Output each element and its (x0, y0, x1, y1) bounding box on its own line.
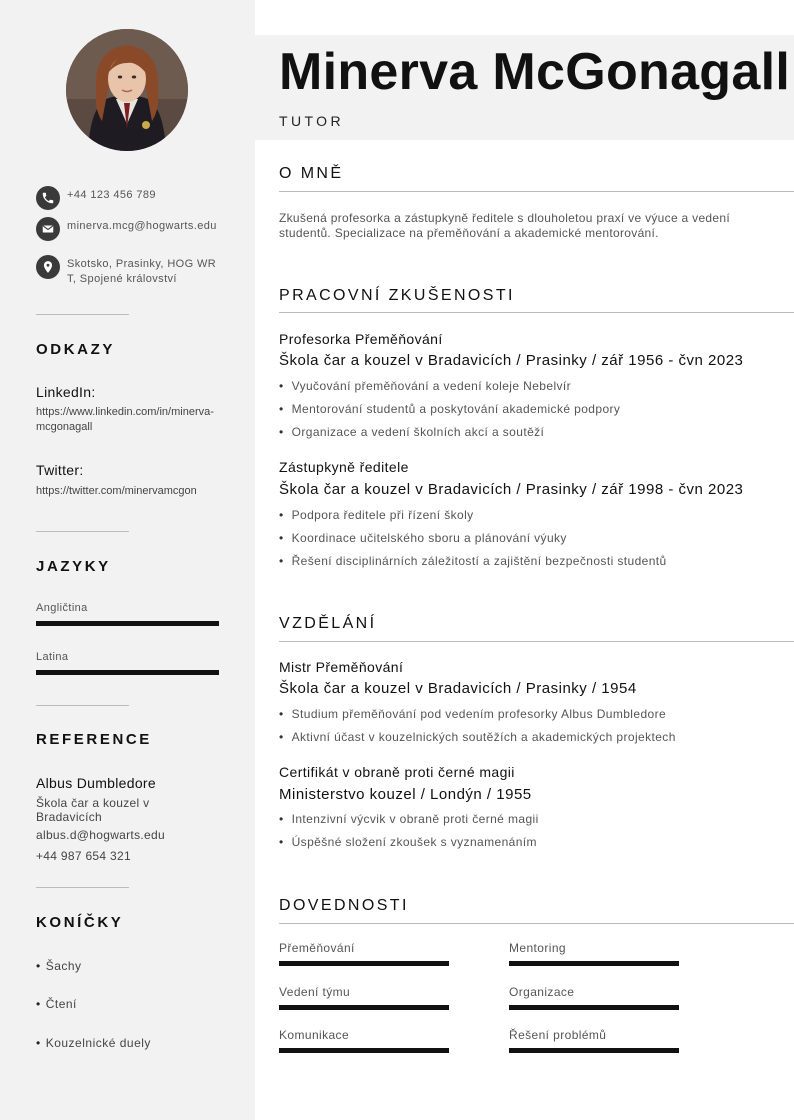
sidebar-divider (36, 705, 129, 706)
job-bullet: • Řešení disciplinárních záležitostí a zajištění bezpečnosti studentů (279, 554, 667, 568)
education-heading: VZDĚLÁNÍ (279, 615, 377, 632)
education-bullet: • Úspěšné složení zkoušek s vyznamenáním (279, 835, 537, 849)
reference-name: Albus Dumbledore (36, 775, 156, 791)
hobby-item: • Šachy (36, 959, 82, 973)
job-title: Profesorka Přeměňování (279, 331, 443, 347)
reference-heading: REFERENCE (36, 731, 152, 748)
section-divider (279, 312, 794, 313)
skill-level-bar (509, 1005, 679, 1010)
about-text: Zkušená profesorka a zástupkyně ředitele s dlouholetou praxí ve výuce a vedení studentů. Specializace na přeměňování a akademické mentorování. (279, 211, 730, 240)
linkedin-label: LinkedIn: (36, 384, 96, 400)
linkedin-link[interactable]: https://www.linkedin.com/in/minerva-mcgonagall (36, 406, 214, 433)
job-bullet: • Vyučování přeměňování a vedení koleje Nebelvír (279, 379, 571, 393)
twitter-link[interactable]: https://twitter.com/minervamcgon (36, 485, 197, 497)
skill-level-bar (279, 1005, 449, 1010)
skill-level-bar (509, 961, 679, 966)
skill-level-bar (279, 961, 449, 966)
education-subtitle: Ministerstvo kouzel / Londýn / 1955 (279, 786, 532, 803)
profile-photo (66, 29, 188, 151)
about-heading: O MNĚ (279, 165, 344, 182)
hobbies-heading: KONÍČKY (36, 914, 124, 931)
contact-address (36, 255, 226, 287)
job-bullet: • Organizace a vedení školních akcí a soutěží (279, 425, 544, 439)
language-name: Latina (36, 651, 69, 663)
skills-heading: DOVEDNOSTI (279, 897, 409, 914)
email-text[interactable]: minerva.mcg@hogwarts.edu (67, 220, 217, 232)
language-level-bar (36, 621, 219, 626)
phone-text: +44 123 456 789 (67, 189, 156, 201)
languages-heading: JAZYKY (36, 558, 111, 575)
experience-heading: PRACOVNÍ ZKUŠENOSTI (279, 287, 515, 304)
education-bullet: • Aktivní účast v kouzelnických soutěžích a akademických projektech (279, 730, 676, 744)
language-name: Angličtina (36, 602, 88, 614)
reference-email[interactable]: albus.d@hogwarts.edu (36, 828, 165, 842)
links-heading: ODKAZY (36, 341, 115, 358)
profile-role: TUTOR (279, 113, 344, 129)
job-bullet: • Podpora ředitele při řízení školy (279, 508, 474, 522)
reference-org: Škola čar a kouzel v Bradavicích (36, 796, 150, 824)
twitter-label: Twitter: (36, 462, 84, 478)
education-bullet: • Studium přeměňování pod vedením profesorky Albus Dumbledore (279, 707, 666, 721)
sidebar-divider (36, 531, 129, 532)
avatar (66, 29, 188, 151)
education-bullet: • Intenzivní výcvik v obraně proti černé magii (279, 812, 539, 826)
skill-name: Přeměňování (279, 941, 355, 955)
skill-name: Řešení problémů (509, 1028, 607, 1042)
skill-name: Vedení týmu (279, 985, 351, 999)
contact-phone (36, 186, 226, 210)
phone-icon (36, 186, 60, 210)
skill-name: Mentoring (509, 941, 566, 955)
sidebar-divider (36, 887, 129, 888)
contact-email (36, 217, 226, 241)
section-divider (279, 641, 794, 642)
location-pin-icon (36, 255, 60, 279)
skill-name: Organizace (509, 985, 575, 999)
job-title: Zástupkyně ředitele (279, 459, 409, 475)
education-title: Certifikát v obraně proti černé magii (279, 764, 515, 780)
envelope-icon (36, 217, 60, 241)
language-level-bar (36, 670, 219, 675)
education-title: Mistr Přeměňování (279, 659, 404, 675)
reference-phone: +44 987 654 321 (36, 849, 131, 863)
skill-level-bar (279, 1048, 449, 1053)
skill-name: Komunikace (279, 1028, 350, 1042)
job-subtitle: Škola čar a kouzel v Bradavicích / Prasinky / zář 1998 - čvn 2023 (279, 481, 744, 498)
hobby-item: • Čtení (36, 997, 77, 1011)
education-subtitle: Škola čar a kouzel v Bradavicích / Prasinky / 1954 (279, 680, 637, 697)
section-divider (279, 191, 794, 192)
job-bullet: • Koordinace učitelského sboru a plánování výuky (279, 531, 567, 545)
profile-name: Minerva McGonagall (279, 43, 791, 101)
address-text: Skotsko, Prasinky, HOG WRT, Spojené království (67, 258, 217, 285)
hobby-item: • Kouzelnické duely (36, 1036, 151, 1050)
section-divider (279, 923, 794, 924)
job-subtitle: Škola čar a kouzel v Bradavicích / Prasinky / zář 1956 - čvn 2023 (279, 352, 744, 369)
skill-level-bar (509, 1048, 679, 1053)
sidebar-divider (36, 314, 129, 315)
job-bullet: • Mentorování studentů a poskytování akademické podpory (279, 402, 620, 416)
